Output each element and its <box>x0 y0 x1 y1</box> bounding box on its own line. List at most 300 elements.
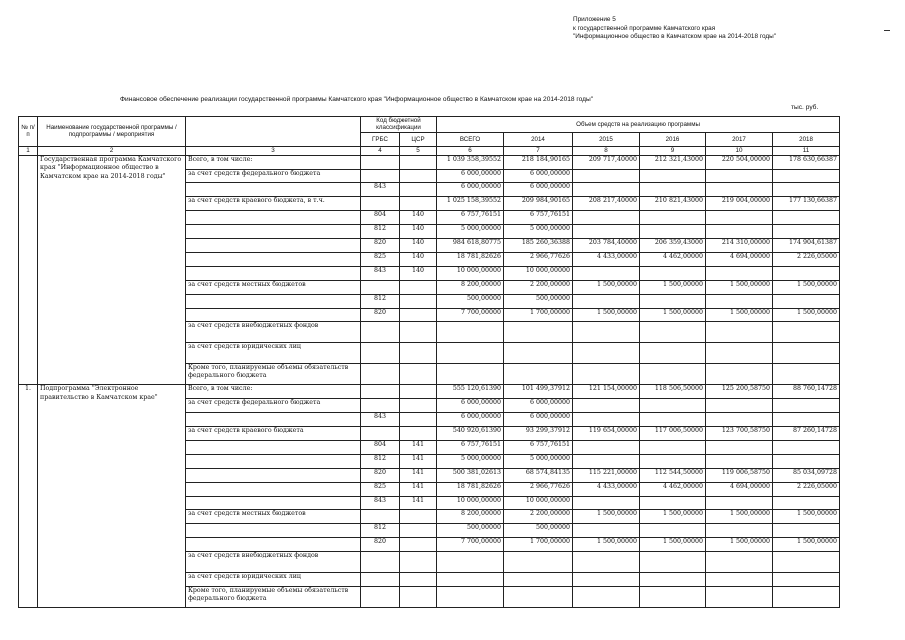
amount-y2015 <box>573 399 640 413</box>
amount-y2017: 4 694,00000 <box>706 252 773 266</box>
csr-code <box>400 510 437 524</box>
funding-source: за счет средств юридических лиц <box>186 343 361 364</box>
funding-source <box>186 496 361 510</box>
amount-total <box>437 552 504 573</box>
amount-y2017 <box>706 183 773 197</box>
funding-source: Кроме того, планируемые объемы обязательств федерального бюджета <box>186 364 361 385</box>
grbs-code: 825 <box>361 252 400 266</box>
amount-y2017: 1 500,00000 <box>706 510 773 524</box>
amount-y2018 <box>773 294 840 308</box>
amount-y2015 <box>573 440 640 454</box>
csr-code: 141 <box>400 468 437 482</box>
amount-y2015 <box>573 573 640 587</box>
amount-y2017 <box>706 266 773 280</box>
grbs-code: 820 <box>361 538 400 552</box>
amount-y2018: 174 904,61387 <box>773 239 840 253</box>
amount-y2017 <box>706 496 773 510</box>
amount-y2014: 6 000,00000 <box>504 183 573 197</box>
amount-y2017 <box>706 211 773 225</box>
column-number: 6 <box>437 146 504 155</box>
amount-y2018 <box>773 496 840 510</box>
csr-code <box>400 385 437 399</box>
document-title: Финансовое обеспечение реализации государственной программы Камчатского края "Информационное общество в Камчатском крае на 2014-2018 годы" <box>120 96 594 103</box>
amount-y2017: 119 006,58750 <box>706 468 773 482</box>
amount-y2018 <box>773 364 840 385</box>
amount-y2014 <box>504 573 573 587</box>
amount-total <box>437 573 504 587</box>
csr-code: 141 <box>400 454 437 468</box>
header-csr: ЦСР <box>400 132 437 146</box>
amount-total: 10 000,00000 <box>437 496 504 510</box>
amount-y2015: 4 433,00000 <box>573 252 640 266</box>
amount-y2015 <box>573 364 640 385</box>
grbs-code: 820 <box>361 239 400 253</box>
csr-code <box>400 586 437 607</box>
amount-total: 540 920,61390 <box>437 427 504 441</box>
amount-y2016: 4 462,00000 <box>640 252 706 266</box>
funding-source <box>186 454 361 468</box>
amount-y2015 <box>573 211 640 225</box>
funding-source <box>186 482 361 496</box>
amount-y2014: 68 574,84135 <box>504 468 573 482</box>
column-number: 4 <box>361 146 400 155</box>
amount-total <box>437 586 504 607</box>
amount-total: 6 000,00000 <box>437 169 504 183</box>
csr-code <box>400 573 437 587</box>
csr-code <box>400 183 437 197</box>
amount-total: 555 120,61390 <box>437 385 504 399</box>
amount-y2016 <box>640 413 706 427</box>
amount-total: 984 618,80775 <box>437 239 504 253</box>
amount-y2018 <box>773 413 840 427</box>
amount-y2017 <box>706 169 773 183</box>
column-number: 2 <box>38 146 186 155</box>
funding-source: Кроме того, планируемые объемы обязательств федерального бюджета <box>186 586 361 607</box>
amount-y2018 <box>773 524 840 538</box>
amount-y2015 <box>573 552 640 573</box>
funding-source <box>186 239 361 253</box>
grbs-code: 812 <box>361 454 400 468</box>
amount-y2016 <box>640 496 706 510</box>
csr-code: 141 <box>400 440 437 454</box>
amount-y2014: 93 299,37912 <box>504 427 573 441</box>
amount-y2015 <box>573 225 640 239</box>
amount-y2016 <box>640 586 706 607</box>
amount-y2015 <box>573 322 640 343</box>
csr-code: 140 <box>400 211 437 225</box>
amount-total: 6 757,76151 <box>437 440 504 454</box>
amount-total: 6 757,76151 <box>437 211 504 225</box>
grbs-code <box>361 197 400 211</box>
amount-y2018 <box>773 573 840 587</box>
csr-code <box>400 427 437 441</box>
amount-total: 18 781,82626 <box>437 252 504 266</box>
grbs-code <box>361 552 400 573</box>
csr-code: 140 <box>400 225 437 239</box>
amount-y2017 <box>706 573 773 587</box>
amount-y2014: 500,00000 <box>504 294 573 308</box>
amount-y2014 <box>504 586 573 607</box>
amount-y2018: 177 130,66387 <box>773 197 840 211</box>
amount-y2014 <box>504 322 573 343</box>
grbs-code: 812 <box>361 225 400 239</box>
amount-total: 500 381,02613 <box>437 468 504 482</box>
amount-y2017 <box>706 343 773 364</box>
header-name: Наименование государственной программы / подпрограммы / мероприятия <box>38 117 186 147</box>
amount-y2016: 4 462,00000 <box>640 482 706 496</box>
column-number: 10 <box>706 146 773 155</box>
amount-y2014: 6 000,00000 <box>504 413 573 427</box>
funding-source: за счет средств краевого бюджета <box>186 427 361 441</box>
amount-y2018: 2 226,05000 <box>773 482 840 496</box>
appendix-line-2: к государственной программе Камчатского края <box>573 24 716 32</box>
amount-y2016 <box>640 225 706 239</box>
amount-total: 1 025 158,39552 <box>437 197 504 211</box>
amount-y2017: 4 694,00000 <box>706 482 773 496</box>
amount-y2018 <box>773 586 840 607</box>
header-row-1 <box>19 117 840 133</box>
amount-y2015 <box>573 586 640 607</box>
amount-y2014: 10 000,00000 <box>504 266 573 280</box>
grbs-code: 843 <box>361 496 400 510</box>
appendix-block <box>573 16 776 42</box>
funding-source <box>186 524 361 538</box>
amount-y2017: 220 504,00000 <box>706 155 773 169</box>
amount-y2016 <box>640 552 706 573</box>
funding-source <box>186 308 361 322</box>
grbs-code <box>361 510 400 524</box>
amount-y2018 <box>773 266 840 280</box>
grbs-code <box>361 573 400 587</box>
csr-code <box>400 197 437 211</box>
amount-total: 5 000,00000 <box>437 454 504 468</box>
amount-y2016 <box>640 440 706 454</box>
funding-source: Всего, в том числе: <box>186 155 361 169</box>
grbs-code <box>361 385 400 399</box>
amount-y2018: 85 034,09728 <box>773 468 840 482</box>
amount-total: 500,00000 <box>437 294 504 308</box>
grbs-code: 843 <box>361 266 400 280</box>
amount-y2016 <box>640 364 706 385</box>
funding-source <box>186 183 361 197</box>
amount-y2016 <box>640 211 706 225</box>
amount-y2017: 219 004,00000 <box>706 197 773 211</box>
amount-y2015 <box>573 454 640 468</box>
csr-code <box>400 399 437 413</box>
amount-y2018: 1 500,00000 <box>773 280 840 294</box>
funding-source: за счет средств внебюджетных фондов <box>186 552 361 573</box>
csr-code: 140 <box>400 239 437 253</box>
financing-table <box>18 116 840 608</box>
csr-code <box>400 552 437 573</box>
amount-y2015: 1 500,00000 <box>573 510 640 524</box>
amount-y2017: 125 200,58750 <box>706 385 773 399</box>
grbs-code: 812 <box>361 524 400 538</box>
csr-code: 141 <box>400 482 437 496</box>
header-2015: 2015 <box>573 132 640 146</box>
amount-y2014: 2 966,77626 <box>504 252 573 266</box>
amount-y2016 <box>640 454 706 468</box>
amount-total: 8 200,00000 <box>437 510 504 524</box>
appendix-line-3: "Информационное общество в Камчатском крае на 2014-2018 годы" <box>573 33 777 41</box>
amount-y2014 <box>504 343 573 364</box>
amount-y2017 <box>706 413 773 427</box>
amount-y2014 <box>504 552 573 573</box>
column-number: 7 <box>504 146 573 155</box>
column-number: 11 <box>773 146 840 155</box>
grbs-code: 820 <box>361 308 400 322</box>
amount-total: 1 039 358,39552 <box>437 155 504 169</box>
amount-y2014: 209 984,90165 <box>504 197 573 211</box>
header-budget-code: Код бюджетной классификации <box>361 117 437 133</box>
amount-y2014: 2 200,00000 <box>504 280 573 294</box>
grbs-code <box>361 343 400 364</box>
amount-y2016 <box>640 573 706 587</box>
amount-y2014: 6 757,76151 <box>504 211 573 225</box>
amount-y2015 <box>573 294 640 308</box>
amount-y2015 <box>573 266 640 280</box>
grbs-code: 843 <box>361 413 400 427</box>
amount-total <box>437 343 504 364</box>
header-volume: Объем средств на реализацию программы <box>437 117 840 133</box>
amount-y2016: 206 359,43000 <box>640 239 706 253</box>
amount-y2016: 210 821,43000 <box>640 197 706 211</box>
amount-total: 7 700,00000 <box>437 308 504 322</box>
header-2017: 2017 <box>706 132 773 146</box>
csr-code <box>400 169 437 183</box>
csr-code <box>400 155 437 169</box>
grbs-code <box>361 399 400 413</box>
funding-source: за счет средств местных бюджетов <box>186 280 361 294</box>
amount-y2014: 2 200,00000 <box>504 510 573 524</box>
amount-y2018: 87 260,14728 <box>773 427 840 441</box>
amount-total: 500,00000 <box>437 524 504 538</box>
amount-y2016 <box>640 266 706 280</box>
amount-y2017 <box>706 586 773 607</box>
csr-code <box>400 322 437 343</box>
amount-y2017: 123 700,58750 <box>706 427 773 441</box>
amount-y2014 <box>504 364 573 385</box>
amount-y2015: 1 500,00000 <box>573 538 640 552</box>
grbs-code <box>361 169 400 183</box>
amount-y2014: 6 000,00000 <box>504 169 573 183</box>
amount-y2014: 101 499,37912 <box>504 385 573 399</box>
header-total: ВСЕГО <box>437 132 504 146</box>
program-name: Государственная программа Камчатского края "Информационное общество в Камчатском крае на 2014-2018 годы" <box>38 155 186 385</box>
amount-y2014: 185 260,36388 <box>504 239 573 253</box>
amount-y2014: 6 757,76151 <box>504 440 573 454</box>
column-number: 8 <box>573 146 640 155</box>
amount-y2016: 117 006,50000 <box>640 427 706 441</box>
csr-code <box>400 413 437 427</box>
amount-y2016: 1 500,00000 <box>640 510 706 524</box>
funding-source: за счет средств краевого бюджета, в т.ч. <box>186 197 361 211</box>
appendix-line-1: Приложение 5 <box>573 16 616 23</box>
column-number: 9 <box>640 146 706 155</box>
amount-y2018 <box>773 440 840 454</box>
amount-y2017 <box>706 524 773 538</box>
grbs-code: 820 <box>361 468 400 482</box>
funding-source <box>186 413 361 427</box>
header-2018: 2018 <box>773 132 840 146</box>
amount-y2018: 178 630,66387 <box>773 155 840 169</box>
amount-y2014: 1 700,00000 <box>504 538 573 552</box>
amount-y2014: 6 000,00000 <box>504 399 573 413</box>
header-grbs: ГРБС <box>361 132 400 146</box>
amount-total: 10 000,00000 <box>437 266 504 280</box>
amount-y2018 <box>773 183 840 197</box>
csr-code <box>400 538 437 552</box>
amount-y2017 <box>706 552 773 573</box>
amount-y2018: 1 500,00000 <box>773 308 840 322</box>
amount-y2014: 10 000,00000 <box>504 496 573 510</box>
grbs-code <box>361 280 400 294</box>
amount-y2015 <box>573 524 640 538</box>
amount-y2018: 1 500,00000 <box>773 510 840 524</box>
amount-y2017 <box>706 454 773 468</box>
grbs-code: 843 <box>361 183 400 197</box>
amount-y2015: 209 717,40000 <box>573 155 640 169</box>
amount-total: 18 781,82626 <box>437 482 504 496</box>
amount-y2018 <box>773 169 840 183</box>
amount-y2015: 115 221,00000 <box>573 468 640 482</box>
grbs-code: 804 <box>361 440 400 454</box>
funding-source <box>186 440 361 454</box>
funding-source <box>186 468 361 482</box>
amount-y2015 <box>573 169 640 183</box>
amount-y2016 <box>640 399 706 413</box>
csr-code: 140 <box>400 252 437 266</box>
grbs-code <box>361 427 400 441</box>
column-number: 5 <box>400 146 437 155</box>
margin-mark <box>884 30 890 31</box>
amount-y2015 <box>573 413 640 427</box>
header-2014: 2014 <box>504 132 573 146</box>
amount-y2016 <box>640 169 706 183</box>
funding-source <box>186 294 361 308</box>
row-number: 1. <box>19 385 38 608</box>
amount-total: 5 000,00000 <box>437 225 504 239</box>
program-name: Подпрограмма "Электронное правительство в Камчатском крае" <box>38 385 186 608</box>
amount-y2015 <box>573 343 640 364</box>
amount-y2016: 212 321,43000 <box>640 155 706 169</box>
funding-source: за счет средств федерального бюджета <box>186 169 361 183</box>
amount-y2016 <box>640 524 706 538</box>
amount-y2016: 112 544,50000 <box>640 468 706 482</box>
csr-code <box>400 524 437 538</box>
amount-total: 6 000,00000 <box>437 413 504 427</box>
amount-total <box>437 322 504 343</box>
grbs-code: 804 <box>361 211 400 225</box>
grbs-code <box>361 155 400 169</box>
row-number <box>19 155 38 385</box>
amount-y2016: 1 500,00000 <box>640 308 706 322</box>
csr-code: 140 <box>400 266 437 280</box>
header-2016: 2016 <box>640 132 706 146</box>
funding-source <box>186 252 361 266</box>
amount-y2018: 1 500,00000 <box>773 538 840 552</box>
funding-source <box>186 225 361 239</box>
amount-y2017 <box>706 322 773 343</box>
amount-y2018: 2 226,05000 <box>773 252 840 266</box>
amount-y2014: 5 000,00000 <box>504 225 573 239</box>
amount-y2015: 203 784,40000 <box>573 239 640 253</box>
grbs-code: 825 <box>361 482 400 496</box>
amount-y2014: 2 966,77626 <box>504 482 573 496</box>
funding-source: Всего, в том числе: <box>186 385 361 399</box>
amount-y2014: 500,00000 <box>504 524 573 538</box>
csr-code <box>400 308 437 322</box>
funding-source <box>186 538 361 552</box>
amount-y2017: 1 500,00000 <box>706 308 773 322</box>
amount-y2015: 208 217,40000 <box>573 197 640 211</box>
grbs-code <box>361 364 400 385</box>
funding-source: за счет средств федерального бюджета <box>186 399 361 413</box>
csr-code <box>400 280 437 294</box>
amount-y2016: 1 500,00000 <box>640 280 706 294</box>
amount-total: 8 200,00000 <box>437 280 504 294</box>
amount-y2014: 1 700,00000 <box>504 308 573 322</box>
amount-y2015: 1 500,00000 <box>573 308 640 322</box>
amount-total: 6 000,00000 <box>437 399 504 413</box>
amount-y2017 <box>706 294 773 308</box>
grbs-code <box>361 322 400 343</box>
amount-y2015: 121 154,00000 <box>573 385 640 399</box>
units-label: тыс. руб. <box>791 104 819 111</box>
funding-source: за счет средств внебюджетных фондов <box>186 322 361 343</box>
amount-total: 6 000,00000 <box>437 183 504 197</box>
amount-y2018: 88 760,14728 <box>773 385 840 399</box>
amount-y2016: 118 506,50000 <box>640 385 706 399</box>
header-blank <box>186 117 361 147</box>
amount-y2016 <box>640 183 706 197</box>
amount-y2017 <box>706 225 773 239</box>
amount-y2015: 119 654,00000 <box>573 427 640 441</box>
grbs-code <box>361 586 400 607</box>
amount-y2018 <box>773 454 840 468</box>
amount-y2017: 1 500,00000 <box>706 538 773 552</box>
amount-y2015: 1 500,00000 <box>573 280 640 294</box>
amount-y2017 <box>706 364 773 385</box>
funding-source <box>186 266 361 280</box>
amount-y2017 <box>706 440 773 454</box>
amount-total: 7 700,00000 <box>437 538 504 552</box>
amount-y2017 <box>706 399 773 413</box>
column-number-row <box>19 146 840 155</box>
amount-y2015 <box>573 496 640 510</box>
amount-y2018 <box>773 211 840 225</box>
csr-code: 141 <box>400 496 437 510</box>
csr-code <box>400 343 437 364</box>
amount-y2017: 214 310,00000 <box>706 239 773 253</box>
amount-y2018 <box>773 552 840 573</box>
amount-y2015 <box>573 183 640 197</box>
amount-y2014: 5 000,00000 <box>504 454 573 468</box>
funding-source <box>186 211 361 225</box>
amount-y2016: 1 500,00000 <box>640 538 706 552</box>
amount-y2014: 218 184,90165 <box>504 155 573 169</box>
amount-y2018 <box>773 225 840 239</box>
csr-code <box>400 294 437 308</box>
amount-y2018 <box>773 399 840 413</box>
amount-y2016 <box>640 294 706 308</box>
csr-code <box>400 364 437 385</box>
amount-y2018 <box>773 343 840 364</box>
grbs-code: 812 <box>361 294 400 308</box>
header-num: № п/п <box>19 117 38 147</box>
table-row <box>19 155 840 169</box>
column-number: 1 <box>19 146 38 155</box>
